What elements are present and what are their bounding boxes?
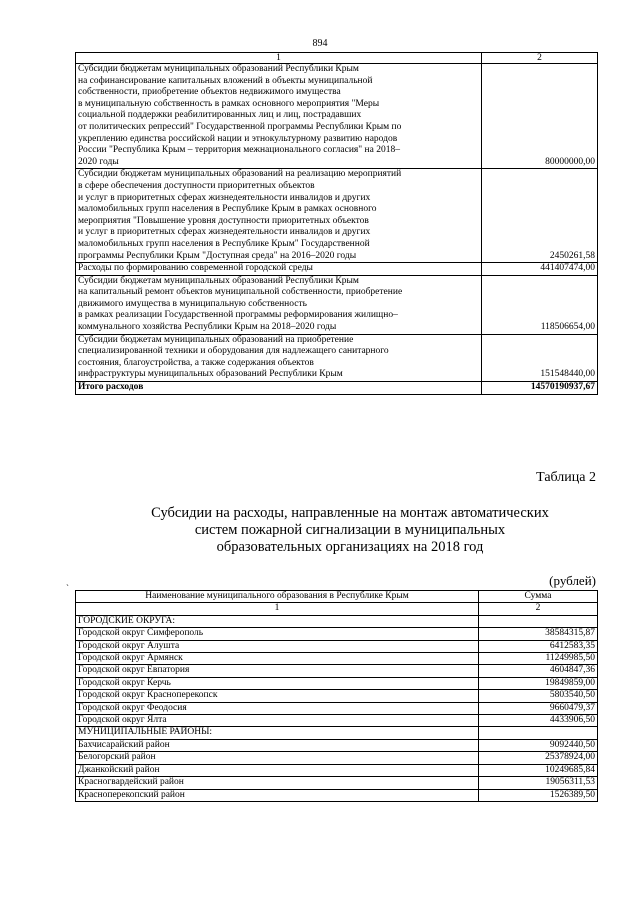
column-number-2: 2 xyxy=(479,603,598,615)
description-line: и услуг в приоритетных сферах жизнедеятельности инвалидов и других xyxy=(78,227,371,238)
subsidies-table xyxy=(75,590,598,802)
description-line: состояния, благоустройства, а также содержания объектов xyxy=(78,357,314,368)
table-row xyxy=(76,640,598,652)
subsidy-sum: 25378924,00 xyxy=(479,752,598,764)
table-row xyxy=(76,739,598,751)
subsidy-sum: 6412583,35 xyxy=(479,640,598,652)
page-number: 894 xyxy=(312,38,328,49)
subsidy-sum: 4433906,50 xyxy=(479,715,598,727)
municipality-name: ГОРОДСКИЕ ОКРУГА: xyxy=(76,615,479,627)
municipality-name: Красноперекопский район xyxy=(76,789,479,801)
municipality-name: Белогорский район xyxy=(76,752,479,764)
expense-description xyxy=(76,275,482,334)
description-line: Расходы по формированию современной городской среды xyxy=(78,263,313,274)
description-line: социальной поддержки реабилитированных лиц и лиц, пострадавших xyxy=(78,110,362,121)
subsidy-sum: 11249985,50 xyxy=(479,653,598,665)
description-line: России "Республика Крым – территория межнационального согласия" на 2018– xyxy=(78,145,400,156)
subsidy-sum xyxy=(479,615,598,627)
subsidy-sum: 9092440,50 xyxy=(479,739,598,751)
description-line: в сфере обеспечения доступности приоритетных объектов xyxy=(78,180,315,191)
column-number-row xyxy=(76,53,598,64)
subsidy-sum xyxy=(479,727,598,739)
unit-label: (рублей) xyxy=(549,573,596,588)
subsidy-sum: 38584315,87 xyxy=(479,628,598,640)
description-line: укреплению единства российской нации и этнокультурному развитию народов xyxy=(78,133,398,144)
table-row xyxy=(76,64,598,169)
municipality-name: Городской округ Армянск xyxy=(76,653,479,665)
subsidy-sum: 5803540,50 xyxy=(479,690,598,702)
description-line: Субсидии бюджетам муниципальных образований Республики Крым xyxy=(78,275,359,286)
table-label: Таблица 2 xyxy=(536,470,596,485)
municipality-name: Городской округ Керчь xyxy=(76,677,479,689)
description-line: Субсидии бюджетам муниципальных образований Республики Крым xyxy=(78,64,359,74)
description-line: коммунального хозяйства Республики Крым на 2018–2020 годы xyxy=(78,322,337,333)
expense-amount: 80000000,00 xyxy=(482,64,598,169)
total-row xyxy=(76,382,598,395)
description-line: и услуг в приоритетных сферах жизнедеятельности инвалидов и других xyxy=(78,192,371,203)
table-row xyxy=(76,690,598,702)
municipality-name: Городской округ Евпатория xyxy=(76,665,479,677)
expense-amount: 441407474,00 xyxy=(482,263,598,276)
description-line: на софинансирование капитальных вложений в объекты муниципальной xyxy=(78,75,373,86)
table-row xyxy=(76,628,598,640)
table-row xyxy=(76,334,598,381)
municipality-name: Красногвардейский район xyxy=(76,777,479,789)
description-line: мероприятия "Повышение уровня доступности приоритетных объектов xyxy=(78,215,369,226)
table-row xyxy=(76,169,598,263)
municipality-name: Городской округ Красноперекопск xyxy=(76,690,479,702)
title-line: систем пожарной сигнализации в муниципальных xyxy=(194,522,506,538)
column-number-1: 1 xyxy=(76,603,479,615)
description-line: в рамках реализации Государственной программы реформирования жилищно– xyxy=(78,310,398,321)
table-row xyxy=(76,715,598,727)
municipality-name: Городской округ Симферополь xyxy=(76,628,479,640)
stray-mark: ` xyxy=(66,583,69,593)
column-header-name: Наименование муниципального образования в Республике Крым xyxy=(76,591,479,603)
title-line: образовательных организациях на 2018 год xyxy=(216,539,484,555)
table-row xyxy=(76,653,598,665)
description-line: Субсидии бюджетам муниципальных образований на приобретение xyxy=(78,334,354,345)
total-label: Итого расходов xyxy=(76,382,482,395)
description-line: в муниципальную собственность в рамках основного мероприятия "Меры xyxy=(78,98,380,109)
expense-amount: 151548440,00 xyxy=(482,334,598,381)
header-row xyxy=(76,591,598,603)
expense-description xyxy=(76,64,482,169)
municipality-name: Бахчисарайский район xyxy=(76,739,479,751)
section-row xyxy=(76,615,598,627)
table-row xyxy=(76,263,598,276)
table-row xyxy=(76,275,598,334)
column-number-2: 2 xyxy=(482,53,598,64)
column-number-row xyxy=(76,603,598,615)
description-line: программы Республики Крым "Доступная среда" на 2016–2020 годы xyxy=(78,250,357,261)
total-amount: 14570190937,67 xyxy=(482,382,598,395)
table-title xyxy=(100,505,600,556)
description-line: маломобильных групп населения в Республике Крым в рамках основного xyxy=(78,204,377,215)
description-line: 2020 годы xyxy=(78,156,119,167)
subsidy-sum: 1526389,50 xyxy=(479,789,598,801)
description-line: на капитальный ремонт объектов муниципальной собственности, приобретение xyxy=(78,287,403,298)
municipality-name: МУНИЦИПАЛЬНЫЕ РАЙОНЫ: xyxy=(76,727,479,739)
expense-amount: 118506654,00 xyxy=(482,275,598,334)
expense-amount: 2450261,58 xyxy=(482,169,598,263)
table-row xyxy=(76,777,598,789)
description-line: собственности, приобретение объектов недвижимого имущества xyxy=(78,87,341,98)
title-line: Субсидии на расходы, направленные на монтаж автоматических xyxy=(151,505,549,521)
description-line: инфраструктуры муниципальных образований Республики Крым xyxy=(78,369,343,380)
table-row xyxy=(76,752,598,764)
municipality-name: Городской округ Феодосия xyxy=(76,702,479,714)
description-line: Субсидии бюджетам муниципальных образований на реализацию мероприятий xyxy=(78,169,402,180)
description-line: от политических репрессий" Государственной программы Республики Крым по xyxy=(78,121,402,132)
section-row xyxy=(76,727,598,739)
description-line: движимого имущества в муниципальную собственность xyxy=(78,298,307,309)
table-row xyxy=(76,789,598,801)
description-line: специализированной техники и оборудования для надлежащего санитарного xyxy=(78,346,389,357)
table-row xyxy=(76,665,598,677)
table-row xyxy=(76,702,598,714)
municipality-name: Джанкойский район xyxy=(76,764,479,776)
municipality-name: Городской округ Алушта xyxy=(76,640,479,652)
subsidy-sum: 19849859,00 xyxy=(479,677,598,689)
subsidy-sum: 19056311,53 xyxy=(479,777,598,789)
municipality-name: Городской округ Ялта xyxy=(76,715,479,727)
subsidy-sum: 9660479,37 xyxy=(479,702,598,714)
expense-description xyxy=(76,263,482,276)
description-line: маломобильных групп населения в Республике Крым" Государственной xyxy=(78,238,370,249)
table-row xyxy=(76,764,598,776)
expense-description xyxy=(76,334,482,381)
expenses-table xyxy=(75,52,598,395)
table-row xyxy=(76,677,598,689)
subsidy-sum: 10249685,84 xyxy=(479,764,598,776)
subsidy-sum: 4604847,36 xyxy=(479,665,598,677)
column-header-sum: Сумма xyxy=(479,591,598,603)
expense-description xyxy=(76,169,482,263)
column-number-1: 1 xyxy=(76,53,482,64)
